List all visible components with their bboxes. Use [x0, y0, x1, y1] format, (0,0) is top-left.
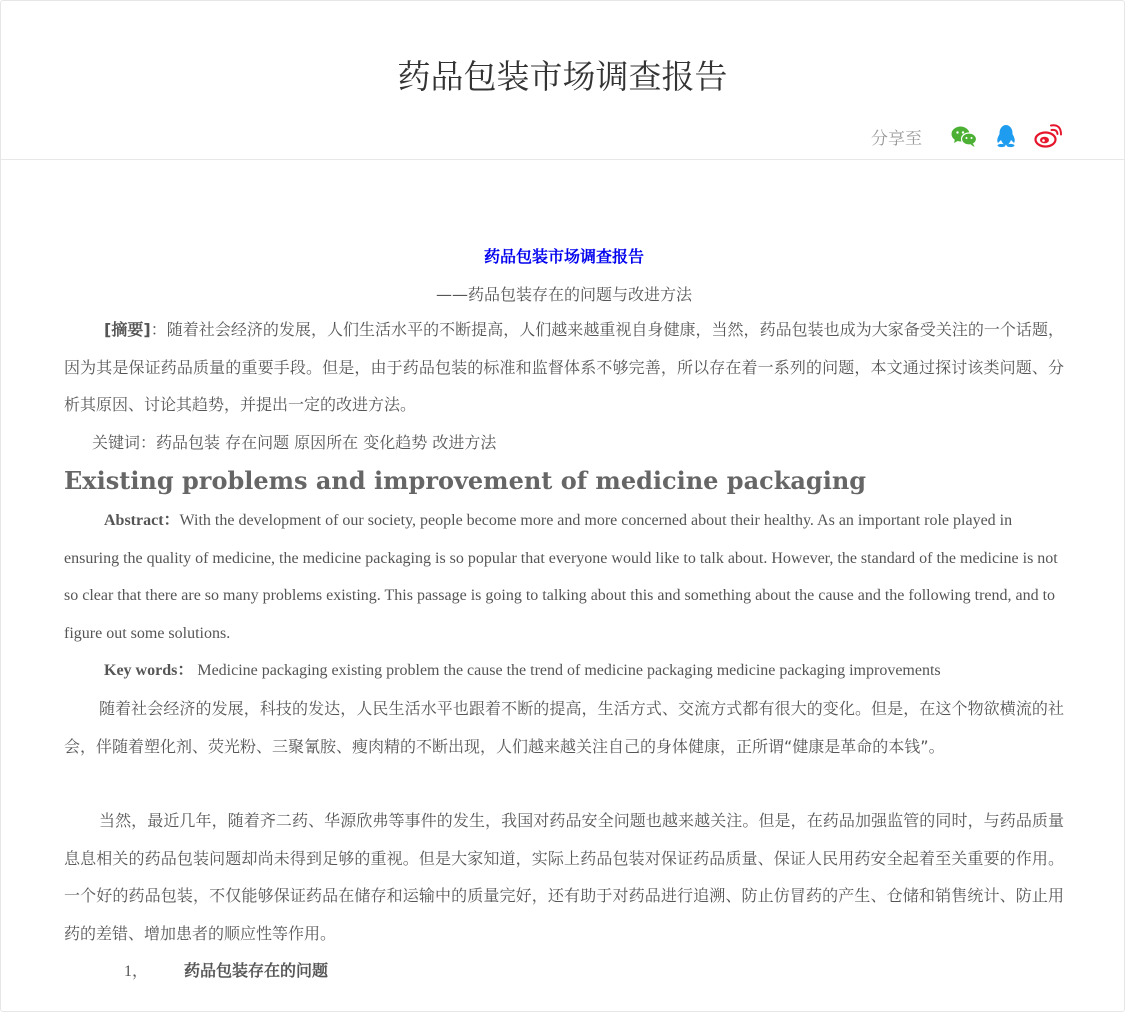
section-heading-1 — [124, 952, 328, 991]
weibo-icon[interactable] — [1034, 124, 1062, 148]
english-abstract — [64, 502, 1064, 652]
english-abstract-label: Abstract： — [104, 512, 180, 529]
chinese-keywords: 关键词：药品包装 存在问题 原因所在 变化趋势 改进方法 — [92, 433, 497, 452]
body-paragraph-1: 随着社会经济的发展，科技的发达，人民生活水平也跟着不断的提高，生活方式、交流方式都有很大的变化。但是，在这个物欲横流的社会，伴随着塑化剂、荧光粉、三聚氰胺、瘦肉精的不断出现，人们越来越关注自己的身体健康，正所谓“健康是革命的本钱”。 — [64, 699, 1064, 756]
english-heading: Existing problems and improvement of medicine packaging — [64, 466, 867, 495]
english-keywords-label: Key words： — [104, 662, 194, 679]
abstract-label: [摘要] — [104, 320, 151, 339]
document-title: 药品包装市场调查报告 — [483, 247, 644, 266]
english-keywords — [64, 652, 1064, 690]
share-bar — [871, 123, 1062, 149]
english-keywords-text: Medicine packaging existing problem the cause the trend of medicine packaging medicine packaging improvements — [193, 662, 941, 679]
page-title: 药品包装市场调查报告 — [397, 57, 728, 96]
section-title: 药品包装存在的问题 — [184, 961, 329, 980]
wechat-icon[interactable] — [950, 124, 978, 148]
section-number: 1， — [124, 963, 149, 980]
qq-icon[interactable] — [992, 124, 1020, 148]
abstract-text: ：随着社会经济的发展，人们生活水平的不断提高，人们越来越重视自身健康，当然，药品包装也成为大家备受关注的一个话题，因为其是保证药品质量的重要手段。但是，由于药品包装的标准和监督体系不够完善，所以存在着一系列的问题，本文通过探讨该类问题、分析其原因、讨论其趋势，并提出一定的改进方法。 — [64, 320, 1064, 414]
chinese-abstract — [64, 311, 1064, 424]
article-header — [1, 1, 1124, 160]
english-abstract-text: With the development of our society, people become more and more concerned about their healthy. As an important role played in ensuring the quality of medicine, the medicine packaging is so popular that everyone would like to talk about. However, the standard of the medicine is not so clear that there are so many problems existing. This passage is going to talking about this and something about the cause and the following trend, and to figure out some solutions. — [64, 512, 1058, 642]
document-subtitle: ——药品包装存在的问题与改进方法 — [435, 285, 692, 304]
share-label: 分享至 — [871, 128, 922, 149]
body-paragraph-2: 当然，最近几年，随着齐二药、华源欣弗等事件的发生，我国对药品安全问题也越来越关注。但是，在药品加强监管的同时，与药品质量息息相关的药品包装问题却尚未得到足够的重视。但是大家知道，实际上药品包装对保证药品质量、保证人民用药安全起着至关重要的作用。一个好的药品包装，不仅能够保证药品在储存和运输中的质量完好，还有助于对药品进行追溯、防止仿冒药的产生、仓储和销售统计、防止用药的差错、增加患者的顺应性等作用。 — [64, 811, 1064, 943]
